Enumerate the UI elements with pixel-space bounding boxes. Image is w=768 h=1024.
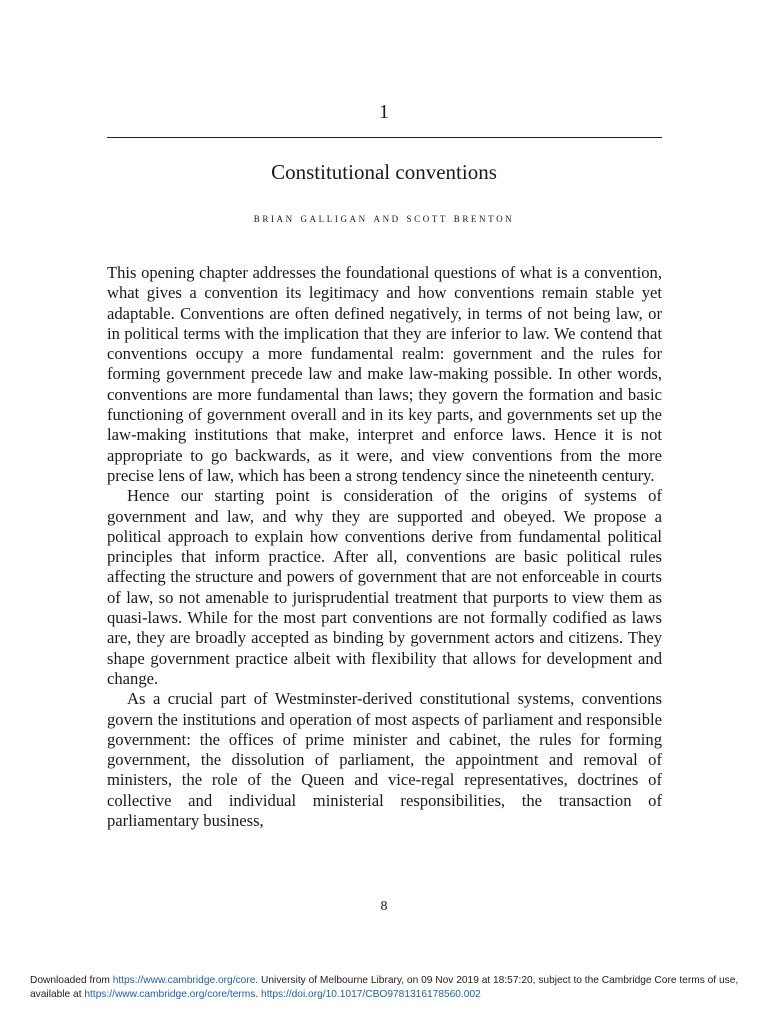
core-link[interactable]: https://www.cambridge.org/core <box>112 975 256 986</box>
download-footer <box>30 974 750 1002</box>
chapter-body <box>107 263 662 831</box>
footer-separator: . <box>255 989 262 1000</box>
paragraph: Hence our starting point is consideration of the origins of systems of government and law, and why they are supported and obeyed. We propose a political approach to explain how conventions derive from fundamental political principles that inform practice. After all, conventions are basic political rules affecting the structure and powers of government that are not enforceable in courts of law, so not amenable to jurisprudential treatment that purports to view them as quasi-laws. While for the most part conventions are not formally codified as laws are, they are broadly accepted as binding by government actors and citizens. They shape government practice albeit with flexibility that allows for development and change. <box>107 486 662 688</box>
paragraph: This opening chapter addresses the foundational questions of what is a convention, what gives a convention its legitimacy and how conventions remain stable yet adaptable. Conventions are often defined negatively, in terms of not being law, or in political terms with the implication that they are inferior to law. We contend that conventions occupy a more fundamental realm: government and the rules for forming government precede law and make law-making possible. In other words, conventions are more fundamental than laws; they govern the formation and basic functioning of government overall and in its key parts, and governments set up the law-making institutions that make, interpret and enforce laws. Hence it is not appropriate to go backwards, as it were, and view conventions from the more precise lens of law, which has been a strong tendency since the nineteenth century. <box>107 263 662 485</box>
terms-link[interactable]: https://www.cambridge.org/core/terms <box>84 989 256 1000</box>
page-number: 8 <box>380 899 388 914</box>
chapter-title: Constitutional conventions <box>271 160 497 184</box>
doi-link[interactable]: https://doi.org/10.1017/CBO9781316178560.002 <box>261 989 481 1000</box>
chapter-authors: brian galligan and scott brenton <box>253 211 515 225</box>
paragraph: As a crucial part of Westminster-derived constitutional systems, conventions govern the institutions and operation of most aspects of parliament and responsible government: the offices of prime minister and cabinet, the rules for forming government, the dissolution of parliament, the appointment and removal of ministers, the role of the Queen and vice-regal representatives, doctrines of collective and individual ministerial responsibilities, the transaction of parliamentary business, <box>107 689 662 831</box>
chapter-divider <box>107 137 662 138</box>
chapter-number: 1 <box>379 101 389 123</box>
footer-downloaded-label: Downloaded from <box>30 975 113 986</box>
footer-library-text: . University of Melbourne Library, on 09 Nov 2019 at 18:57:20, subject to the Cambridge Core terms of use, available at <box>30 975 739 1000</box>
